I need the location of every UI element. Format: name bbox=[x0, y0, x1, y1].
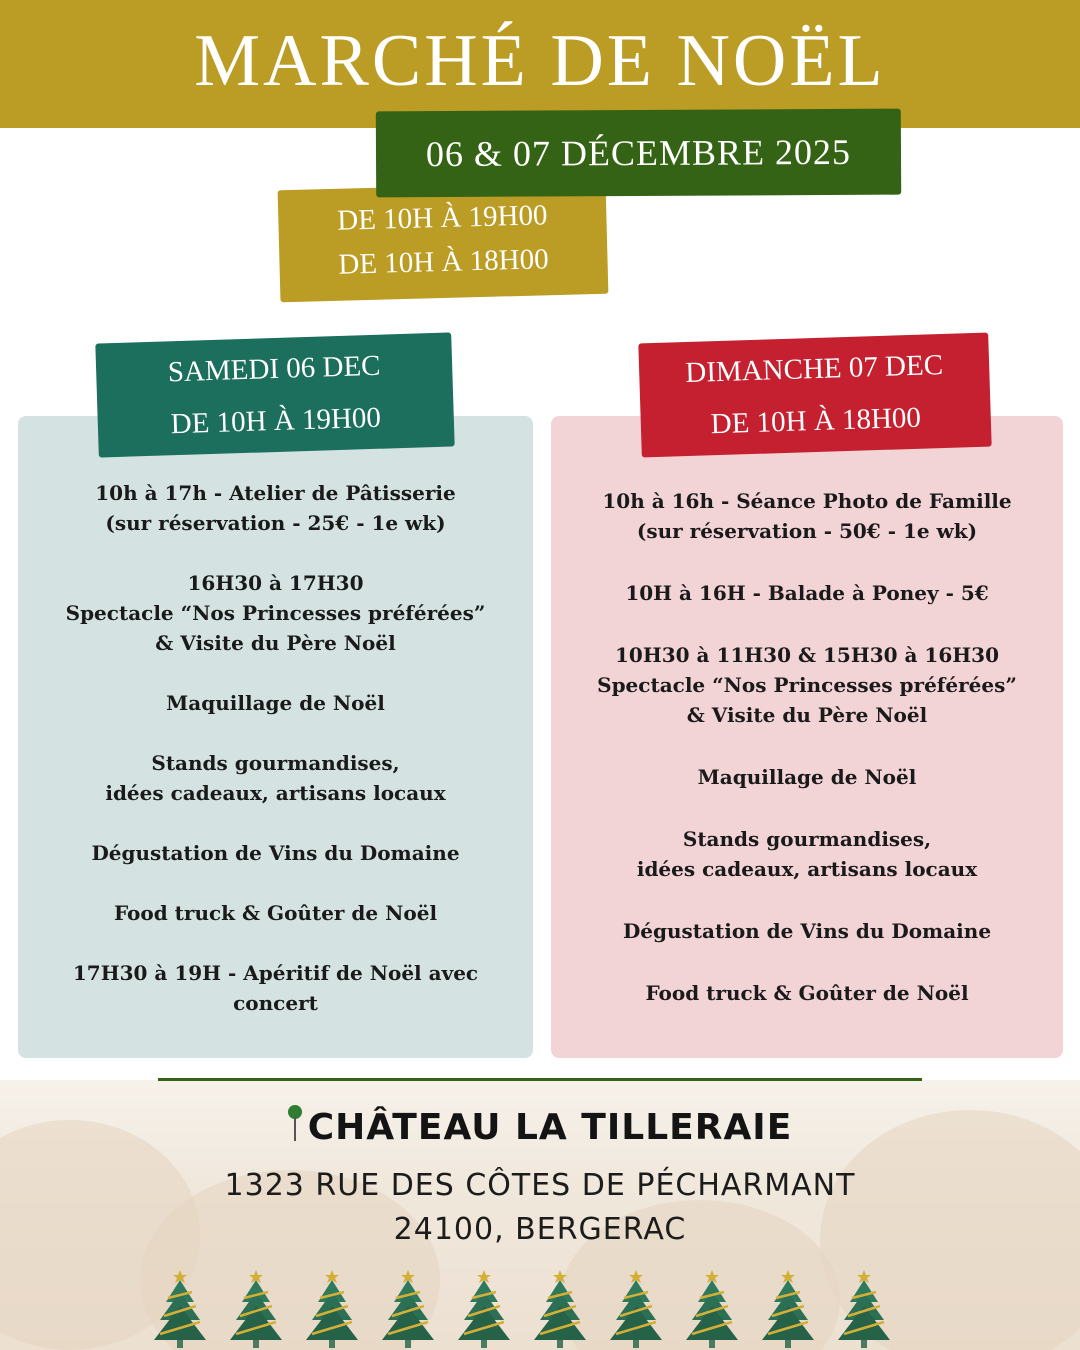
map-pin-icon bbox=[288, 1105, 302, 1143]
saturday-hours: DE 10H À 19H00 bbox=[170, 401, 382, 441]
program-line: Stands gourmandises, bbox=[151, 751, 400, 775]
christmas-tree-icon bbox=[302, 1268, 362, 1348]
christmas-tree-icon bbox=[834, 1268, 894, 1348]
program-line: Maquillage de Noël bbox=[166, 691, 385, 715]
address-street: 1323 RUE DES CÔTES DE PÉCHARMANT bbox=[224, 1168, 856, 1203]
christmas-tree-icon bbox=[226, 1268, 286, 1348]
program-line: 10h à 17h - Atelier de Pâtisserie bbox=[95, 481, 456, 505]
christmas-tree-icon bbox=[378, 1268, 438, 1348]
program-item bbox=[551, 486, 1063, 546]
hours-line-saturday: DE 10H À 19H00 bbox=[336, 199, 548, 237]
sunday-hours: DE 10H À 18H00 bbox=[710, 401, 922, 441]
program-line: Stands gourmandises, bbox=[682, 827, 932, 851]
program-line: 17H30 à 19H - Apéritif de Noël avec bbox=[72, 961, 479, 985]
program-item bbox=[18, 478, 533, 538]
program-line: & Visite du Père Noël bbox=[686, 703, 928, 727]
program-line: 10h à 16h - Séance Photo de Famille bbox=[602, 489, 1012, 513]
program-item bbox=[551, 640, 1063, 730]
program-line: Food truck & Goûter de Noël bbox=[645, 981, 969, 1005]
christmas-tree-icon bbox=[530, 1268, 590, 1348]
saturday-day: SAMEDI 06 DEC bbox=[167, 349, 381, 389]
sunday-day: DIMANCHE 07 DEC bbox=[684, 348, 944, 390]
program-line: 16H30 à 17H30 bbox=[187, 571, 364, 595]
program-line: (sur réservation - 25€ - 1e wk) bbox=[105, 511, 446, 535]
page-title: MARCHÉ DE NOËL bbox=[194, 20, 886, 102]
program-item bbox=[551, 916, 1063, 946]
program-item bbox=[18, 568, 533, 658]
program-item bbox=[18, 748, 533, 808]
program-item bbox=[551, 978, 1063, 1008]
saturday-tag bbox=[95, 332, 454, 457]
christmas-tree-icon bbox=[682, 1268, 742, 1348]
program-item bbox=[18, 838, 533, 868]
program-line: Spectacle “Nos Princesses préférées” bbox=[65, 601, 486, 625]
sunday-tag bbox=[638, 333, 991, 458]
hours-line-sunday: DE 10H À 18H00 bbox=[338, 243, 550, 281]
program-line: Maquillage de Noël bbox=[697, 765, 917, 789]
program-item bbox=[551, 578, 1063, 608]
program-line: Spectacle “Nos Princesses préférées” bbox=[597, 673, 1017, 697]
program-line: Dégustation de Vins du Domaine bbox=[622, 919, 992, 943]
program-item bbox=[18, 688, 533, 718]
saturday-program bbox=[18, 478, 533, 1048]
hours-banner bbox=[278, 182, 609, 303]
christmas-tree-icon bbox=[454, 1268, 514, 1348]
sunday-program bbox=[551, 486, 1063, 1040]
program-item bbox=[18, 898, 533, 928]
program-item bbox=[551, 824, 1063, 884]
program-line: 10H à 16H - Balade à Poney - 5€ bbox=[625, 581, 989, 605]
program-item bbox=[18, 958, 533, 1018]
program-line: (sur réservation - 50€ - 1e wk) bbox=[636, 519, 978, 543]
venue-name bbox=[0, 1105, 1080, 1148]
venue-name-text: CHÂTEAU LA TILLERAIE bbox=[307, 1107, 793, 1148]
program-line: Dégustation de Vins du Domaine bbox=[91, 841, 460, 865]
address-city: 24100, BERGERAC bbox=[393, 1212, 687, 1247]
date-banner: 06 & 07 DÉCEMBRE 2025 bbox=[376, 109, 901, 198]
program-item bbox=[551, 762, 1063, 792]
christmas-tree-icon bbox=[758, 1268, 818, 1348]
christmas-tree-icon bbox=[606, 1268, 666, 1348]
program-line: & Visite du Père Noël bbox=[155, 631, 396, 655]
program-line: idées cadeaux, artisans locaux bbox=[105, 781, 446, 805]
program-line: Food truck & Goûter de Noël bbox=[113, 901, 438, 925]
program-line: idées cadeaux, artisans locaux bbox=[636, 857, 978, 881]
christmas-trees-row bbox=[150, 1268, 930, 1348]
program-line: 10H30 à 11H30 & 15H30 à 16H30 bbox=[615, 643, 999, 667]
christmas-tree-icon bbox=[150, 1268, 210, 1348]
program-line: concert bbox=[233, 991, 318, 1015]
footer-divider bbox=[158, 1078, 922, 1081]
